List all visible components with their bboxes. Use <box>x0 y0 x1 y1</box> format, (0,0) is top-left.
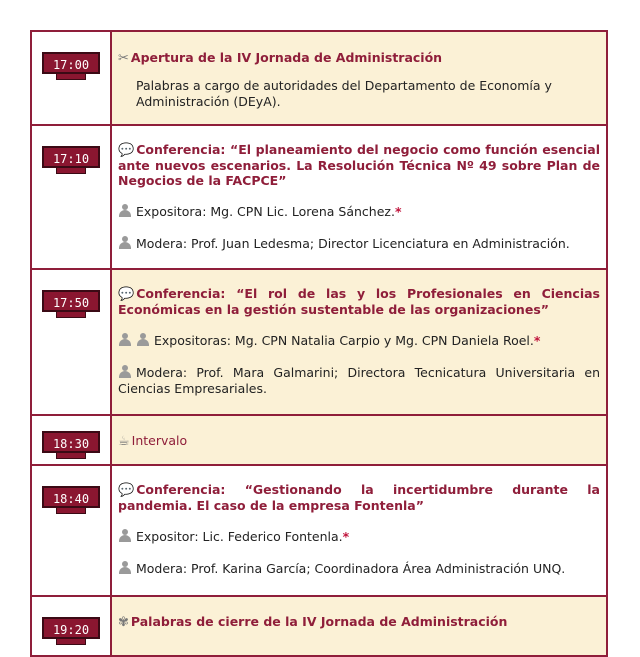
session-title-text: Apertura de la IV Jornada de Administración <box>130 50 443 65</box>
time-label: 17:50 <box>42 290 100 312</box>
coffee-icon: ☕ <box>118 434 130 449</box>
moderator-text: Modera: Prof. Juan Ledesma; Director Licenciatura en Administración. <box>136 236 570 251</box>
ribbon-icon: ✂ <box>118 51 129 66</box>
time-label: 17:00 <box>42 52 100 74</box>
session-description: Palabras a cargo de autoridades del Departamento de Economía y Administración (DEyA). <box>136 78 552 109</box>
person-icon <box>136 333 151 346</box>
person-icon <box>118 333 133 346</box>
agenda-row <box>31 31 607 125</box>
moderator-text: Modera: Prof. Mara Galmarini; Directora Tecnicatura Universitaria en Ciencias Empresariales. <box>118 365 600 396</box>
person-icon <box>118 204 133 217</box>
chat-icon: 💬 <box>118 287 135 302</box>
speaker-line <box>118 333 600 349</box>
agenda-content <box>111 125 607 269</box>
moderator-text: Modera: Prof. Karina García; Coordinadora Área Administración UNQ. <box>136 561 566 576</box>
agenda-row <box>31 125 607 269</box>
person-icon <box>118 365 133 378</box>
time-label: 19:20 <box>42 617 100 639</box>
time-badge <box>42 146 100 174</box>
asterisk-mark: * <box>533 333 541 348</box>
chat-icon: 💬 <box>118 143 135 158</box>
moderator-line <box>118 236 600 252</box>
agenda-row <box>31 596 607 656</box>
time-cell <box>31 269 111 415</box>
speaker-text: Expositora: Mg. CPN Lic. Lorena Sánchez. <box>136 204 395 219</box>
time-cell <box>31 465 111 596</box>
speaker-line <box>118 529 600 545</box>
person-icon <box>118 236 133 249</box>
speaker-text: Expositor: Lic. Federico Fontenla. <box>136 529 343 544</box>
time-badge <box>42 290 100 318</box>
session-title <box>118 482 600 513</box>
agenda-content <box>111 269 607 415</box>
chat-icon: 💬 <box>118 483 135 498</box>
person-icon <box>118 529 133 542</box>
asterisk-mark: * <box>342 529 350 544</box>
speaker-line <box>118 204 600 220</box>
agenda-content <box>111 596 607 656</box>
session-title <box>118 286 600 317</box>
agenda-content <box>111 465 607 596</box>
time-label: 18:40 <box>42 486 100 508</box>
time-label: 18:30 <box>42 431 100 453</box>
time-cell <box>31 125 111 269</box>
agenda-content <box>111 31 607 125</box>
session-title-text: Palabras de cierre de la IV Jornada de Administración <box>130 614 508 629</box>
time-badge <box>42 431 100 459</box>
break-text: Intervalo <box>131 433 188 448</box>
speaker-text: Expositoras: Mg. CPN Natalia Carpio y Mg. CPN Daniela Roel. <box>154 333 534 348</box>
time-cell <box>31 415 111 465</box>
time-badge <box>42 52 100 80</box>
time-badge <box>42 486 100 514</box>
session-title <box>118 142 600 188</box>
time-badge <box>42 617 100 645</box>
time-label: 17:10 <box>42 146 100 168</box>
session-title <box>118 50 600 66</box>
break-label <box>118 433 600 449</box>
session-title-text: Conferencia: “El planeamiento del negocio como función esencial ante nuevos escenarios. La Resolución Técnica Nº 49 sobre Plan de Negocios de la FACPCE” <box>118 142 600 188</box>
moderator-line <box>118 365 600 397</box>
session-title <box>118 614 600 630</box>
celebration-icon: ✾ <box>118 615 129 630</box>
agenda-row <box>31 415 607 465</box>
session-title-text: Conferencia: “El rol de las y los Profesionales en Ciencias Económicas en la gestión sustentable de las organizaciones” <box>118 286 600 317</box>
agenda-table <box>30 30 608 657</box>
agenda-content <box>111 415 607 465</box>
agenda-row <box>31 465 607 596</box>
moderator-line <box>118 561 600 577</box>
time-cell <box>31 596 111 656</box>
person-icon <box>118 561 133 574</box>
asterisk-mark: * <box>394 204 402 219</box>
time-cell <box>31 31 111 125</box>
session-title-text: Conferencia: “Gestionando la incertidumbre durante la pandemia. El caso de la empresa Fontenla” <box>118 482 600 513</box>
agenda-row <box>31 269 607 415</box>
